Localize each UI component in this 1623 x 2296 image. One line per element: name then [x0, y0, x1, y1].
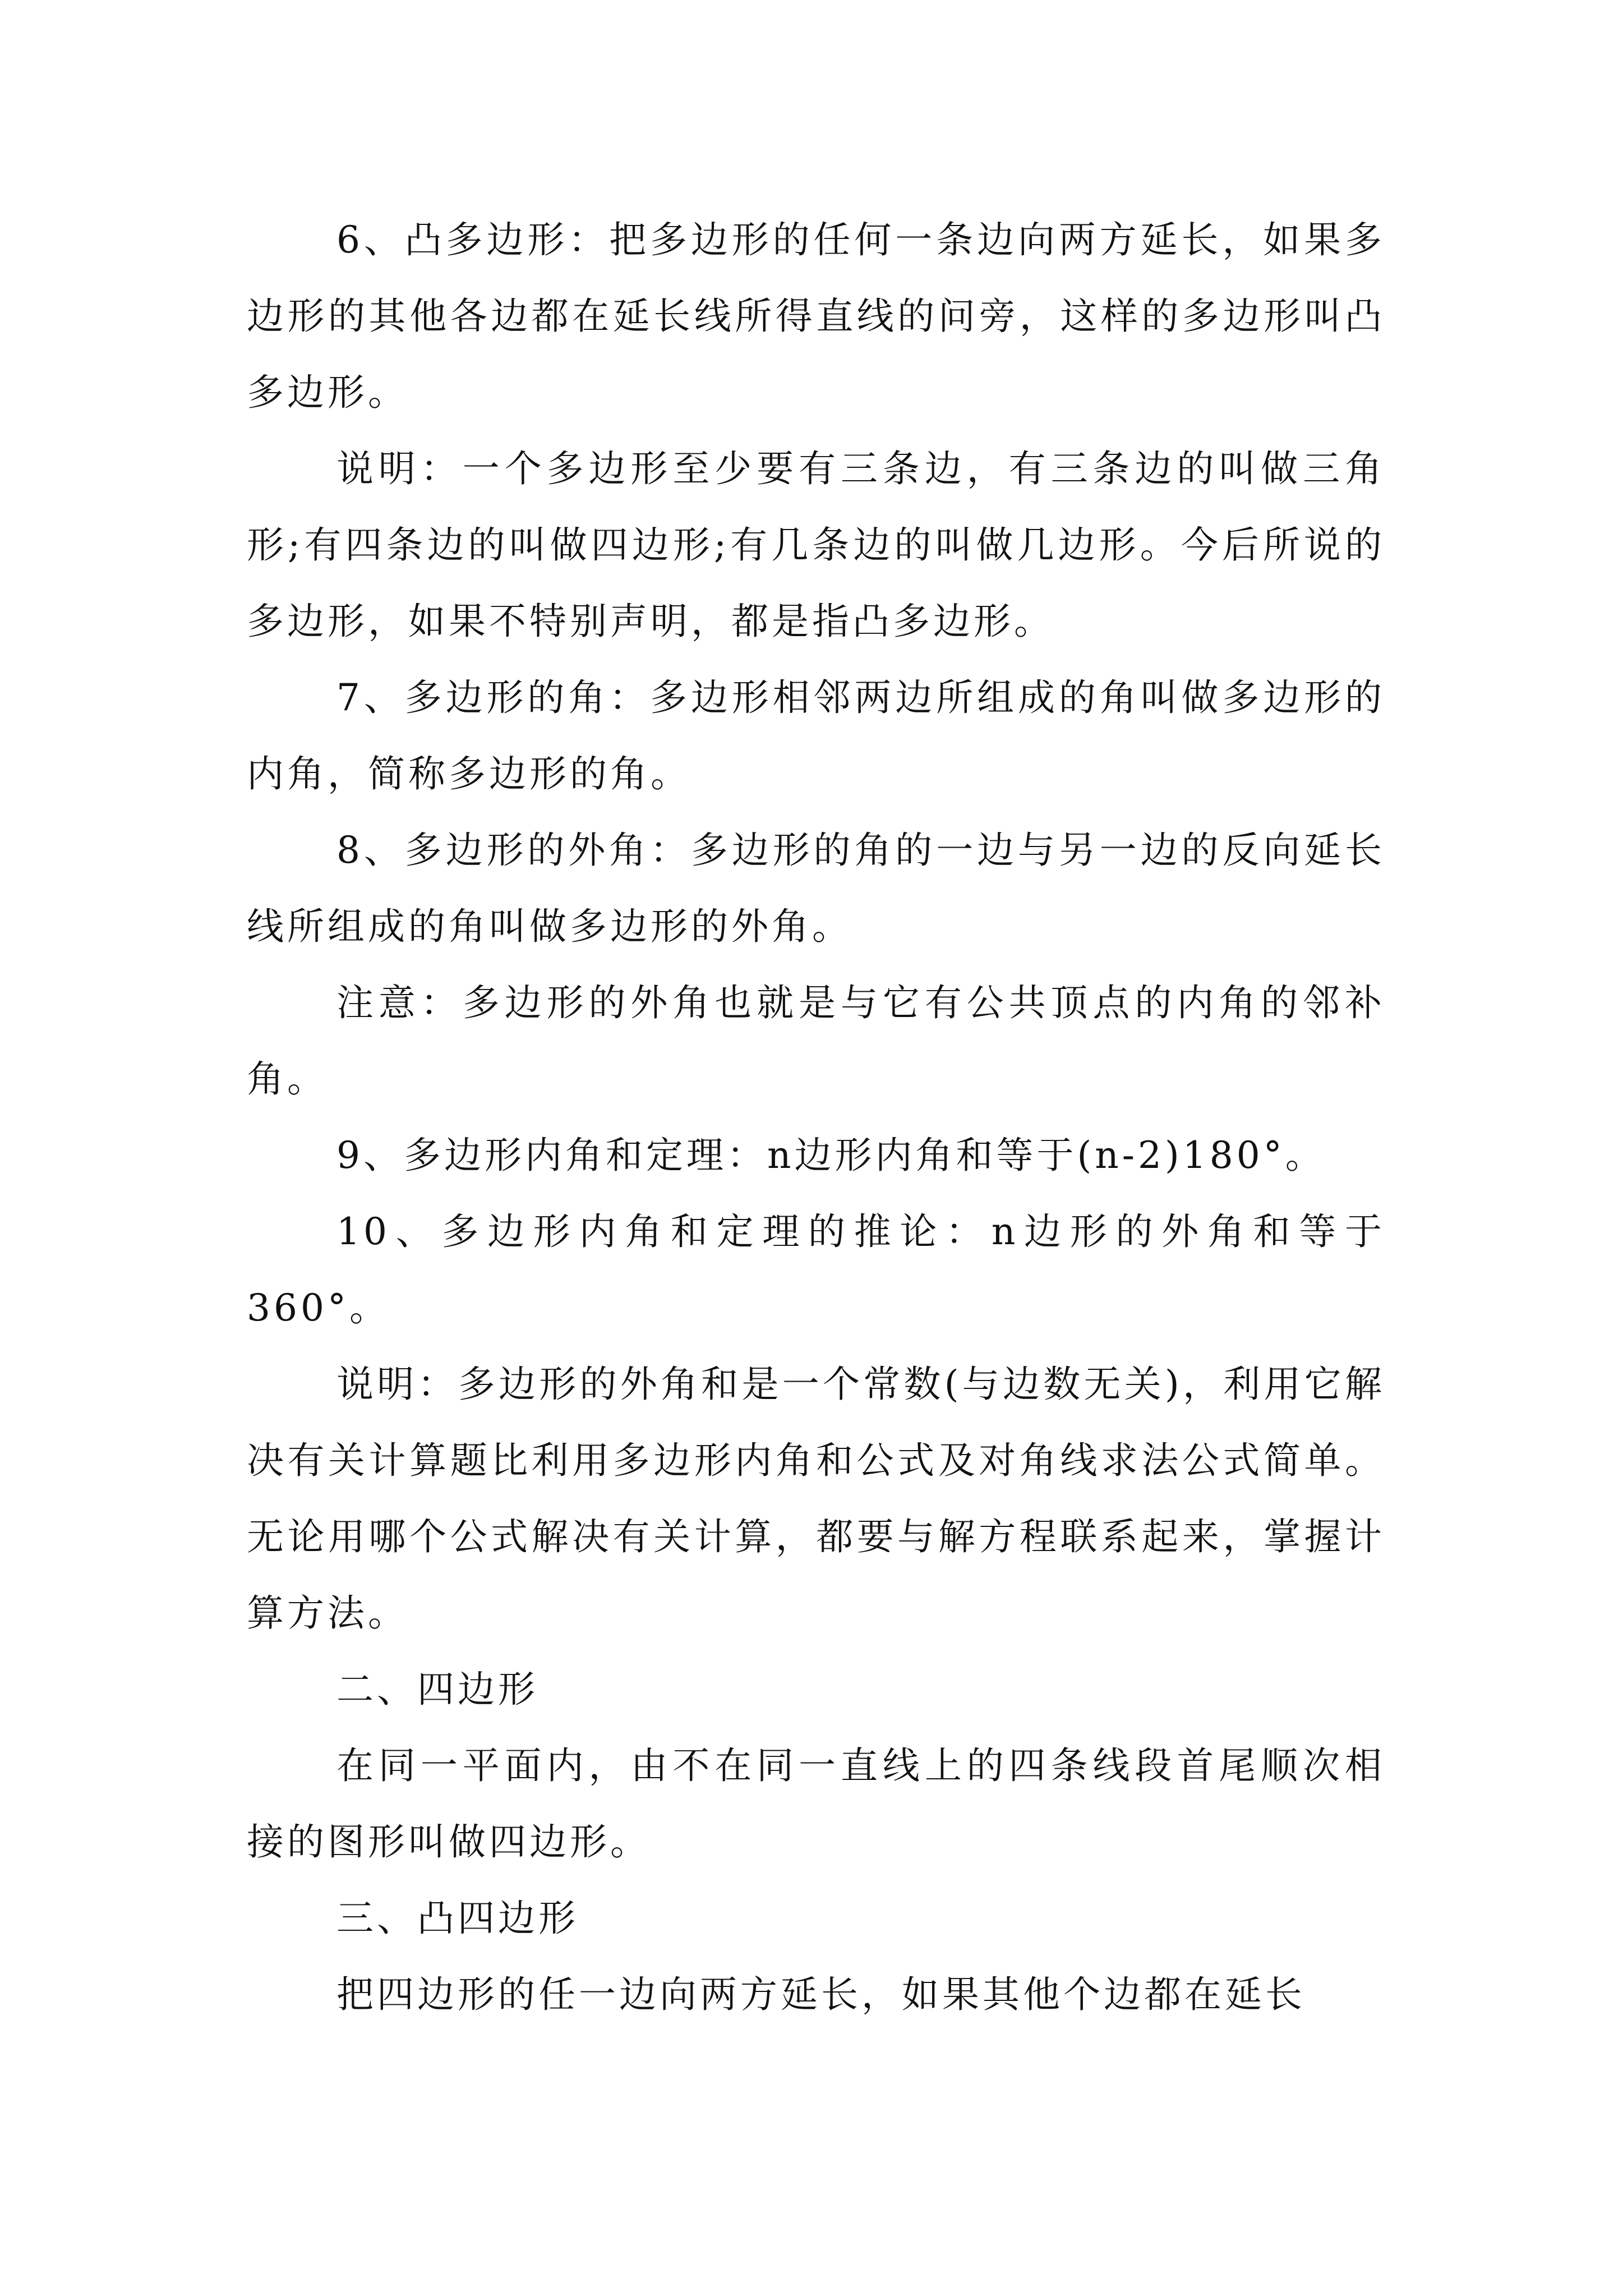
- paragraph-note-polygon: 说明：一个多边形至少要有三条边，有三条边的叫做三角形;有四条边的叫做四边形;有几条边的叫做几边形。今后所说的多边形，如果不特别声明，都是指凸多边形。: [247, 447, 1385, 643]
- paragraph-convex-polygon: 6、凸多边形：把多边形的任何一条边向两方延长，如果多边形的其他各边都在延长线所得直线的问旁，这样的多边形叫凸多边形。: [247, 218, 1385, 414]
- paragraph-exterior-sum-corollary: 10、多边形内角和定理的推论：n边形的外角和等于360°。: [247, 1210, 1385, 1329]
- paragraph-interior-sum-theorem: 9、多边形内角和定理：n边形内角和等于(n-2)180°。: [336, 1134, 1326, 1177]
- paragraph-note-exterior: 注意：多边形的外角也就是与它有公共顶点的内角的邻补角。: [247, 981, 1385, 1101]
- paragraph-convex-quadrilateral: 把四边形的任一边向两方延长，如果其他个边都在延长: [336, 1973, 1306, 2016]
- section-heading-quadrilateral: 二、四边形: [336, 1668, 538, 1711]
- paragraph-polygon-angle: 7、多边形的角：多边形相邻两边所组成的角叫做多边形的内角，简称多边形的角。: [247, 676, 1385, 795]
- section-heading-convex-quadrilateral: 三、凸四边形: [336, 1897, 579, 1940]
- document-body: [247, 202, 1385, 2033]
- paragraph-note-exterior-sum: 说明：多边形的外角和是一个常数(与边数无关)，利用它解决有关计算题比利用多边形内角和公式及对角线求法公式简单。无论用哪个公式解决有关计算，都要与解方程联系起来，掌握计算方法。: [247, 1363, 1385, 1635]
- paragraph-exterior-angle: 8、多边形的外角：多边形的角的一边与另一边的反向延长线所组成的角叫做多边形的外角。: [247, 829, 1385, 948]
- paragraph-quadrilateral-definition: 在同一平面内，由不在同一直线上的四条线段首尾顺次相接的图形叫做四边形。: [247, 1744, 1385, 1864]
